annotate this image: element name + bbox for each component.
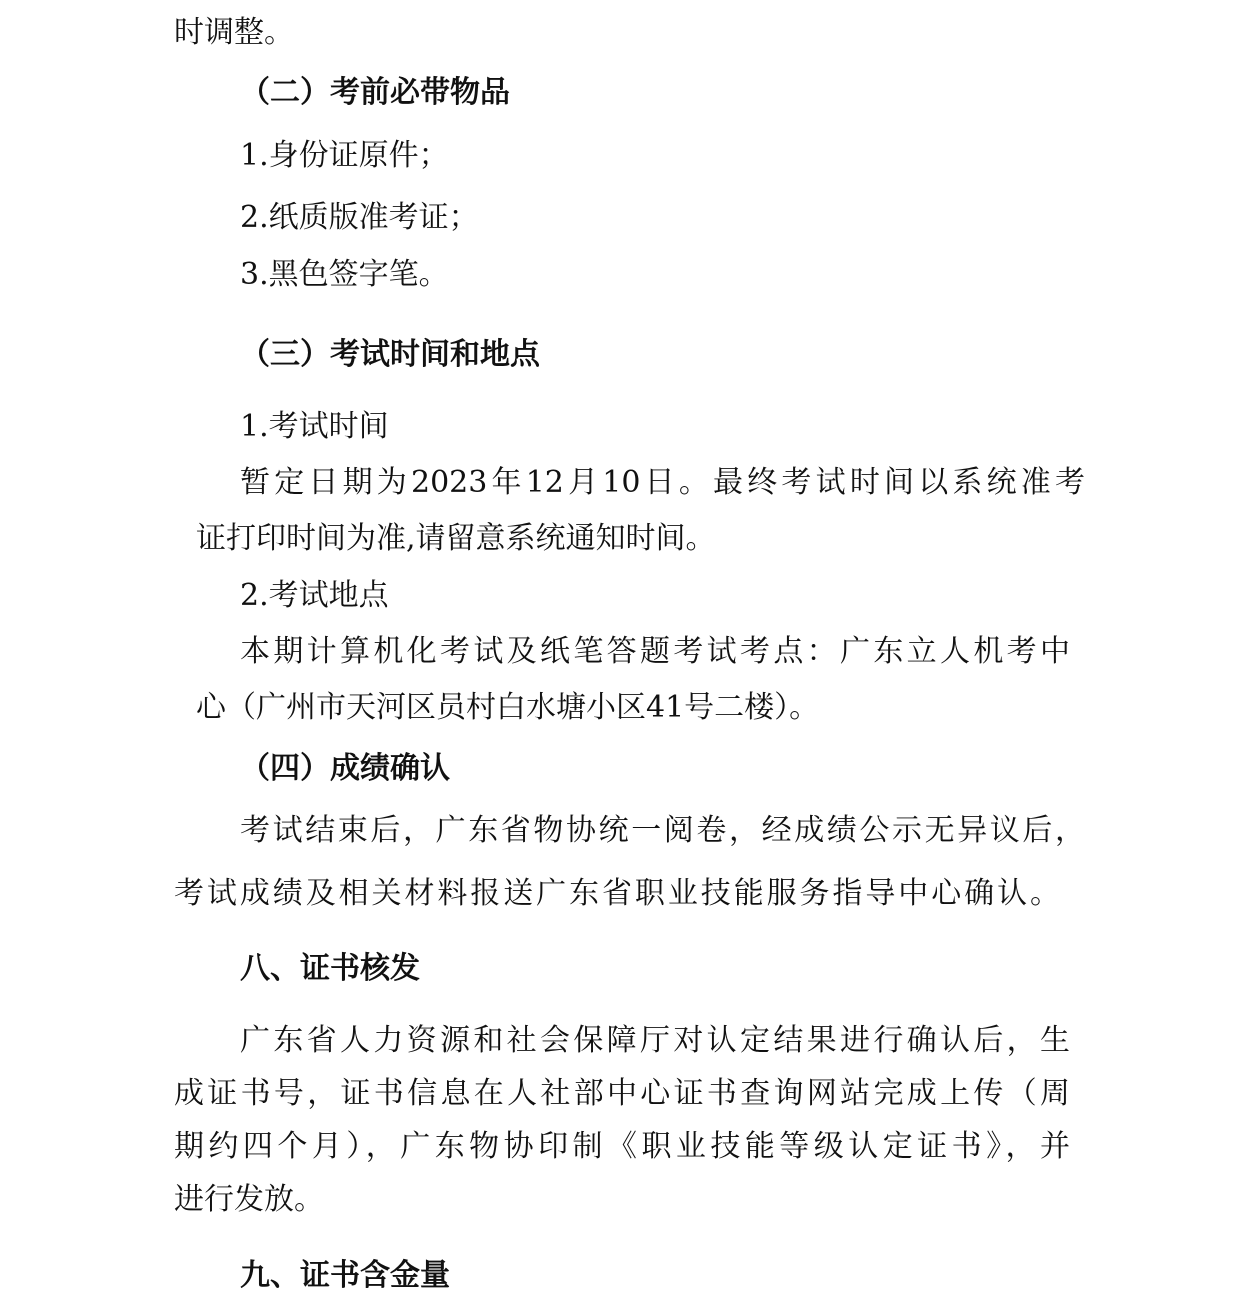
paragraph-score-line-2: 考试成绩及相关材料报送广东省职业技能服务指导中心确认。	[174, 876, 1060, 911]
list-item-id-card: 1.身份证原件；	[240, 138, 449, 173]
paragraph-exam-location-line-2: 心（广州市天河区员村白水塘小区41号二楼）。	[196, 690, 820, 725]
paragraph-issuance-line-3: 期约四个月），广东物协印制《职业技能等级认定证书》，并	[174, 1129, 1070, 1164]
paragraph-issuance-line-4: 进行发放。	[174, 1182, 324, 1217]
subheading-required-items: （二）考前必带物品	[240, 75, 510, 110]
section-heading-certificate-value: 九、证书含金量	[240, 1258, 450, 1293]
subheading-score-confirmation: （四）成绩确认	[240, 751, 450, 786]
section-heading-certificate-issuance: 八、证书核发	[240, 951, 420, 986]
list-item-exam-time: 1.考试时间	[240, 409, 389, 444]
paragraph-exam-date-line-1: 暂定日期为2023年12月10日。最终考试时间以系统准考	[240, 465, 1085, 500]
paragraph-issuance-line-1: 广东省人力资源和社会保障厅对认定结果进行确认后，生	[240, 1023, 1070, 1058]
subheading-exam-time-location: （三）考试时间和地点	[240, 337, 540, 372]
list-item-admission-ticket: 2.纸质版准考证；	[240, 200, 479, 235]
list-item-black-pen: 3.黑色签字笔。	[240, 257, 449, 292]
paragraph-continuation-line: 时调整。	[174, 15, 294, 50]
paragraph-exam-date-line-2: 证打印时间为准,请留意系统通知时间。	[196, 521, 716, 556]
paragraph-issuance-line-2: 成证书号，证书信息在人社部中心证书查询网站完成上传（周	[174, 1076, 1070, 1111]
paragraph-exam-location-line-1: 本期计算机化考试及纸笔答题考试考点：广东立人机考中	[240, 634, 1070, 669]
list-item-exam-location: 2.考试地点	[240, 578, 389, 613]
paragraph-score-line-1: 考试结束后，广东省物协统一阅卷，经成绩公示无异议后，	[240, 813, 1085, 848]
